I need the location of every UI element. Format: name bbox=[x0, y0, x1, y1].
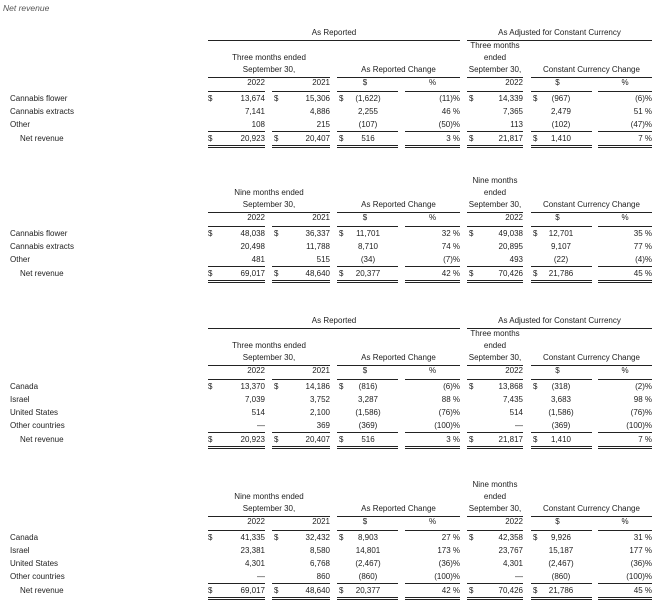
constant-currency-change-percent: (100)% bbox=[626, 421, 652, 430]
constant-currency-change-percent: 51 % bbox=[633, 107, 652, 116]
value-2021: 860 bbox=[316, 572, 330, 581]
table-row bbox=[0, 570, 658, 583]
currency-symbol: $ bbox=[339, 586, 344, 595]
row-label: Israel bbox=[10, 395, 30, 404]
as-reported-change-dollar: (816) bbox=[358, 382, 378, 391]
total-double-rule bbox=[405, 145, 460, 148]
value-2021: 36,337 bbox=[305, 229, 330, 238]
value-2021: 20,407 bbox=[305, 134, 330, 143]
total-double-rule bbox=[405, 446, 460, 449]
value-2021: 3,752 bbox=[309, 395, 330, 404]
constant-currency-change-percent: 45 % bbox=[633, 269, 652, 278]
adjusted-period-header-line: September 30, bbox=[468, 353, 522, 362]
constant-currency-change-dollar: 9,926 bbox=[550, 533, 572, 542]
as-reported-change-percent: (36)% bbox=[438, 559, 460, 568]
constant-currency-change-percent: (4)% bbox=[635, 255, 652, 264]
row-label: Net revenue bbox=[20, 586, 64, 595]
total-double-rule bbox=[598, 280, 652, 283]
constant-currency-change-percent: (76)% bbox=[630, 408, 652, 417]
constant-currency-change-dollar: (318) bbox=[551, 382, 571, 391]
adjusted-value-2022: 514 bbox=[509, 408, 523, 417]
currency-symbol: $ bbox=[469, 94, 474, 103]
value-2021: 515 bbox=[316, 255, 330, 264]
table-row bbox=[0, 419, 658, 432]
constant-currency-change-percent: (2)% bbox=[635, 382, 652, 391]
row-label: Canada bbox=[10, 533, 39, 542]
change-percent-header: % bbox=[428, 78, 437, 87]
constant-currency-change-header: Constant Currency Change bbox=[543, 504, 640, 513]
total-double-rule bbox=[405, 280, 460, 283]
as-reported-change-dollar: (2,467) bbox=[355, 559, 381, 568]
total-row bbox=[0, 132, 658, 145]
currency-symbol: $ bbox=[469, 382, 474, 391]
as-reported-change-percent: 46 % bbox=[441, 107, 460, 116]
as-adjusted-header: As Adjusted for Constant Currency bbox=[498, 316, 621, 325]
adjusted-2022-header: 2022 bbox=[505, 517, 523, 526]
currency-symbol: $ bbox=[469, 435, 474, 444]
value-2022: 108 bbox=[251, 120, 265, 129]
adjusted-value-2022: 23,767 bbox=[498, 546, 523, 555]
currency-symbol: $ bbox=[339, 94, 344, 103]
as-reported-header: As Reported bbox=[311, 316, 357, 325]
table-row bbox=[0, 92, 658, 105]
total-double-rule bbox=[598, 446, 652, 449]
constant-currency-change-percent: (6)% bbox=[635, 94, 652, 103]
constant-currency-change-dollar: 9,107 bbox=[550, 242, 572, 251]
currency-symbol: $ bbox=[469, 134, 474, 143]
cc-percent-header: % bbox=[621, 517, 629, 526]
as-reported-change-header: As Reported Change bbox=[361, 504, 436, 513]
change-dollar-header: $ bbox=[362, 78, 368, 87]
change-percent-header: % bbox=[428, 517, 437, 526]
period-date-header: September 30, bbox=[242, 353, 296, 362]
value-2021: 48,640 bbox=[305, 586, 330, 595]
year-2022-header: 2022 bbox=[247, 213, 265, 222]
cc-dollar-header: $ bbox=[555, 78, 560, 87]
row-label: Israel bbox=[10, 546, 30, 555]
section-title: Net revenue bbox=[3, 3, 50, 13]
as-reported-change-dollar: (1,622) bbox=[355, 94, 381, 103]
year-2021-header: 2021 bbox=[312, 213, 330, 222]
total-row bbox=[0, 584, 658, 597]
as-reported-change-dollar: 3,287 bbox=[357, 395, 379, 404]
currency-symbol: $ bbox=[274, 533, 279, 542]
currency-symbol: $ bbox=[533, 94, 538, 103]
currency-symbol: $ bbox=[469, 269, 474, 278]
change-dollar-header: $ bbox=[362, 213, 368, 222]
currency-symbol: $ bbox=[274, 94, 279, 103]
year-2021-header: 2021 bbox=[312, 517, 330, 526]
constant-currency-change-dollar: 1,410 bbox=[550, 435, 572, 444]
adjusted-value-2022: 113 bbox=[510, 120, 523, 129]
currency-symbol: $ bbox=[208, 435, 213, 444]
currency-symbol: $ bbox=[533, 134, 538, 143]
adjusted-value-2022: 4,301 bbox=[502, 559, 523, 568]
as-reported-change-dollar: (860) bbox=[358, 572, 378, 581]
currency-symbol: $ bbox=[274, 134, 279, 143]
value-2022: 7,141 bbox=[244, 107, 265, 116]
as-reported-change-dollar: (369) bbox=[358, 421, 378, 430]
currency-symbol: $ bbox=[208, 134, 213, 143]
currency-symbol: $ bbox=[274, 269, 279, 278]
value-2021: 14,186 bbox=[305, 382, 330, 391]
value-2022: 69,017 bbox=[240, 269, 265, 278]
as-reported-change-percent: 32 % bbox=[441, 229, 460, 238]
as-reported-change-percent: (11)% bbox=[439, 94, 460, 103]
as-reported-change-dollar: (34) bbox=[360, 255, 376, 264]
year-2021-header: 2021 bbox=[312, 78, 330, 87]
adjusted-period-header-line: September 30, bbox=[468, 65, 522, 74]
constant-currency-change-percent: 45 % bbox=[633, 586, 652, 595]
table-row bbox=[0, 253, 658, 266]
currency-symbol: $ bbox=[208, 269, 213, 278]
constant-currency-change-percent: 7 % bbox=[638, 134, 652, 143]
as-reported-change-dollar: (107) bbox=[358, 120, 378, 129]
row-label: Cannabis flower bbox=[10, 94, 68, 103]
adjusted-value-2022: 42,358 bbox=[498, 533, 523, 542]
constant-currency-change-percent: (36)% bbox=[630, 559, 652, 568]
adjusted-period-header-line: Nine months bbox=[472, 176, 518, 185]
as-reported-change-percent: 27 % bbox=[441, 533, 460, 542]
table-row bbox=[0, 118, 658, 131]
value-2021: 6,768 bbox=[309, 559, 330, 568]
as-reported-change-percent: 173 % bbox=[437, 546, 460, 555]
cc-percent-header: % bbox=[621, 78, 629, 87]
constant-currency-change-dollar: 2,479 bbox=[550, 107, 572, 116]
value-2021: 15,306 bbox=[305, 94, 330, 103]
constant-currency-change-header: Constant Currency Change bbox=[543, 353, 640, 362]
table-row bbox=[0, 393, 658, 406]
table-row bbox=[0, 240, 658, 253]
currency-symbol: $ bbox=[339, 229, 344, 238]
adjusted-value-2022: 21,817 bbox=[498, 435, 523, 444]
total-double-rule bbox=[337, 446, 398, 449]
constant-currency-change-percent: 35 % bbox=[633, 229, 652, 238]
currency-symbol: $ bbox=[339, 382, 344, 391]
adjusted-value-2022: 70,426 bbox=[498, 269, 523, 278]
value-2022: — bbox=[257, 572, 265, 581]
as-reported-change-dollar: 2,255 bbox=[357, 107, 379, 116]
as-reported-change-dollar: 14,801 bbox=[355, 546, 381, 555]
row-label: United States bbox=[10, 559, 59, 568]
value-2021: 32,432 bbox=[305, 533, 330, 542]
table-row bbox=[0, 531, 658, 544]
constant-currency-change-dollar: 1,410 bbox=[550, 134, 572, 143]
currency-symbol: $ bbox=[274, 586, 279, 595]
total-row bbox=[0, 267, 658, 280]
total-double-rule bbox=[272, 145, 330, 148]
constant-currency-change-dollar: 12,701 bbox=[548, 229, 574, 238]
adjusted-period-header-line: September 30, bbox=[468, 200, 522, 209]
value-2022: 20,498 bbox=[240, 242, 265, 251]
currency-symbol: $ bbox=[339, 134, 344, 143]
value-2021: 2,100 bbox=[309, 408, 330, 417]
currency-symbol: $ bbox=[469, 533, 474, 542]
year-2022-header: 2022 bbox=[247, 366, 265, 375]
as-reported-change-header: As Reported Change bbox=[361, 65, 436, 74]
change-dollar-header: $ bbox=[362, 366, 368, 375]
constant-currency-change-dollar: 3,683 bbox=[550, 395, 572, 404]
as-reported-change-percent: (100)% bbox=[434, 421, 460, 430]
adjusted-2022-header: 2022 bbox=[505, 78, 523, 87]
period-header: Three months ended bbox=[232, 53, 306, 62]
row-label: Cannabis flower bbox=[10, 229, 68, 238]
row-label: Other bbox=[10, 255, 31, 264]
value-2022: 23,381 bbox=[240, 546, 265, 555]
cc-percent-header: % bbox=[621, 366, 629, 375]
row-label: Net revenue bbox=[20, 435, 64, 444]
currency-symbol: $ bbox=[208, 382, 213, 391]
as-reported-change-percent: 42 % bbox=[441, 586, 460, 595]
currency-symbol: $ bbox=[339, 269, 344, 278]
total-double-rule bbox=[337, 145, 398, 148]
constant-currency-change-percent: (47)% bbox=[630, 120, 652, 129]
value-2022: 4,301 bbox=[244, 559, 265, 568]
total-double-rule bbox=[405, 597, 460, 600]
constant-currency-change-dollar: (1,586) bbox=[548, 408, 574, 417]
cc-dollar-header: $ bbox=[555, 213, 560, 222]
year-2021-header: 2021 bbox=[312, 366, 330, 375]
total-double-rule bbox=[531, 446, 592, 449]
period-date-header: September 30, bbox=[242, 504, 296, 513]
constant-currency-change-percent: (100)% bbox=[626, 572, 652, 581]
as-reported-change-percent: 42 % bbox=[441, 269, 460, 278]
row-label: Cannabis extracts bbox=[10, 107, 75, 116]
as-reported-change-percent: 3 % bbox=[446, 435, 460, 444]
adjusted-period-header-line: ended bbox=[483, 188, 507, 197]
constant-currency-change-percent: 98 % bbox=[633, 395, 652, 404]
value-2022: 7,039 bbox=[244, 395, 265, 404]
currency-symbol: $ bbox=[469, 586, 474, 595]
row-label: Other bbox=[10, 120, 31, 129]
adjusted-period-header-line: Nine months bbox=[472, 480, 518, 489]
total-row bbox=[0, 433, 658, 446]
constant-currency-change-dollar: 21,786 bbox=[548, 269, 574, 278]
row-label: Net revenue bbox=[20, 134, 64, 143]
adjusted-value-2022: 7,365 bbox=[502, 107, 523, 116]
period-header: Nine months ended bbox=[234, 188, 304, 197]
total-double-rule bbox=[467, 280, 523, 283]
change-percent-header: % bbox=[428, 366, 437, 375]
as-reported-change-percent: 74 % bbox=[441, 242, 460, 251]
value-2022: 20,923 bbox=[240, 435, 265, 444]
currency-symbol: $ bbox=[533, 269, 538, 278]
adjusted-value-2022: 49,038 bbox=[498, 229, 523, 238]
currency-symbol: $ bbox=[274, 229, 279, 238]
period-date-header: September 30, bbox=[242, 200, 296, 209]
value-2021: 20,407 bbox=[305, 435, 330, 444]
period-date-header: September 30, bbox=[242, 65, 296, 74]
cc-dollar-header: $ bbox=[555, 366, 560, 375]
value-2021: 48,640 bbox=[305, 269, 330, 278]
total-double-rule bbox=[208, 446, 265, 449]
value-2022: 41,335 bbox=[240, 533, 265, 542]
period-header: Three months ended bbox=[232, 341, 306, 350]
total-double-rule bbox=[337, 280, 398, 283]
adjusted-period-header-line: Three months bbox=[470, 41, 520, 50]
table-row bbox=[0, 227, 658, 240]
constant-currency-change-dollar: 15,187 bbox=[548, 546, 574, 555]
currency-symbol: $ bbox=[533, 586, 538, 595]
table-row bbox=[0, 105, 658, 118]
as-reported-change-dollar: 11,701 bbox=[356, 229, 380, 238]
total-double-rule bbox=[337, 597, 398, 600]
constant-currency-change-header: Constant Currency Change bbox=[543, 200, 640, 209]
as-reported-change-header: As Reported Change bbox=[361, 200, 436, 209]
currency-symbol: $ bbox=[208, 94, 213, 103]
currency-symbol: $ bbox=[208, 586, 213, 595]
total-double-rule bbox=[208, 145, 265, 148]
as-reported-header: As Reported bbox=[311, 28, 357, 37]
as-reported-change-dollar: (1,586) bbox=[355, 408, 381, 417]
total-double-rule bbox=[598, 145, 652, 148]
value-2022: 481 bbox=[251, 255, 265, 264]
constant-currency-change-dollar: (2,467) bbox=[548, 559, 574, 568]
total-double-rule bbox=[467, 597, 523, 600]
as-reported-change-dollar: 8,903 bbox=[357, 533, 379, 542]
adjusted-period-header-line: September 30, bbox=[468, 504, 522, 513]
table-row bbox=[0, 406, 658, 419]
total-double-rule bbox=[467, 145, 523, 148]
currency-symbol: $ bbox=[533, 229, 538, 238]
value-2021: 8,580 bbox=[309, 546, 330, 555]
table-row bbox=[0, 557, 658, 570]
adjusted-2022-header: 2022 bbox=[505, 366, 523, 375]
as-reported-change-header: As Reported Change bbox=[361, 353, 436, 362]
cc-percent-header: % bbox=[621, 213, 629, 222]
as-reported-change-percent: (100)% bbox=[434, 572, 460, 581]
as-reported-change-dollar: 516 bbox=[361, 134, 375, 143]
as-reported-change-dollar: 516 bbox=[361, 435, 375, 444]
period-header: Nine months ended bbox=[234, 492, 304, 501]
adjusted-value-2022: — bbox=[515, 421, 523, 430]
currency-symbol: $ bbox=[208, 533, 213, 542]
adjusted-period-header-line: ended bbox=[483, 53, 507, 62]
total-double-rule bbox=[272, 597, 330, 600]
value-2022: 514 bbox=[251, 408, 265, 417]
adjusted-value-2022: 21,817 bbox=[498, 134, 523, 143]
cc-dollar-header: $ bbox=[555, 517, 560, 526]
currency-symbol: $ bbox=[533, 533, 538, 542]
constant-currency-change-dollar: (369) bbox=[551, 421, 571, 430]
adjusted-value-2022: 7,435 bbox=[502, 395, 523, 404]
adjusted-period-header-line: ended bbox=[483, 492, 507, 501]
as-reported-change-dollar: 20,377 bbox=[355, 269, 381, 278]
value-2022: 13,674 bbox=[240, 94, 265, 103]
currency-symbol: $ bbox=[469, 229, 474, 238]
value-2022: — bbox=[257, 421, 265, 430]
year-2022-header: 2022 bbox=[247, 78, 265, 87]
as-adjusted-header: As Adjusted for Constant Currency bbox=[498, 28, 621, 37]
total-double-rule bbox=[531, 280, 592, 283]
currency-symbol: $ bbox=[274, 382, 279, 391]
value-2022: 48,038 bbox=[240, 229, 265, 238]
as-reported-change-dollar: 8,710 bbox=[357, 242, 379, 251]
constant-currency-change-dollar: 21,786 bbox=[548, 586, 574, 595]
adjusted-value-2022: 13,868 bbox=[498, 382, 523, 391]
adjusted-period-header-line: ended bbox=[483, 341, 507, 350]
constant-currency-change-percent: 31 % bbox=[633, 533, 652, 542]
constant-currency-change-percent: 177 % bbox=[629, 546, 652, 555]
currency-symbol: $ bbox=[339, 435, 344, 444]
total-double-rule bbox=[531, 597, 592, 600]
row-label: Cannabis extracts bbox=[10, 242, 75, 251]
total-double-rule bbox=[467, 446, 523, 449]
currency-symbol: $ bbox=[339, 533, 344, 542]
row-label: Canada bbox=[10, 382, 39, 391]
table-row bbox=[0, 544, 658, 557]
row-label: Other countries bbox=[10, 572, 65, 581]
value-2021: 369 bbox=[316, 421, 330, 430]
adjusted-value-2022: 20,895 bbox=[498, 242, 523, 251]
as-reported-change-percent: 3 % bbox=[446, 134, 460, 143]
constant-currency-change-dollar: (22) bbox=[553, 255, 569, 264]
currency-symbol: $ bbox=[208, 229, 213, 238]
adjusted-value-2022: — bbox=[515, 572, 523, 581]
currency-symbol: $ bbox=[533, 435, 538, 444]
value-2022: 20,923 bbox=[240, 134, 265, 143]
currency-symbol: $ bbox=[274, 435, 279, 444]
row-label: United States bbox=[10, 408, 59, 417]
total-double-rule bbox=[272, 446, 330, 449]
constant-currency-change-percent: 77 % bbox=[633, 242, 652, 251]
as-reported-change-percent: (6)% bbox=[443, 382, 460, 391]
value-2021: 215 bbox=[316, 120, 330, 129]
constant-currency-change-dollar: (967) bbox=[551, 94, 571, 103]
adjusted-2022-header: 2022 bbox=[505, 213, 523, 222]
as-reported-rule bbox=[208, 40, 460, 41]
adjusted-value-2022: 14,339 bbox=[498, 94, 523, 103]
as-reported-change-percent: (76)% bbox=[438, 408, 460, 417]
as-reported-change-percent: (50)% bbox=[438, 120, 460, 129]
value-2021: 11,788 bbox=[306, 242, 330, 251]
as-reported-change-dollar: 20,377 bbox=[355, 586, 381, 595]
currency-symbol: $ bbox=[533, 382, 538, 391]
table-row bbox=[0, 380, 658, 393]
row-label: Other countries bbox=[10, 421, 65, 430]
constant-currency-change-dollar: (860) bbox=[551, 572, 571, 581]
value-2022: 69,017 bbox=[240, 586, 265, 595]
year-2022-header: 2022 bbox=[247, 517, 265, 526]
value-2022: 13,370 bbox=[240, 382, 265, 391]
total-double-rule bbox=[208, 280, 265, 283]
adjusted-value-2022: 70,426 bbox=[498, 586, 523, 595]
total-double-rule bbox=[531, 145, 592, 148]
row-label: Net revenue bbox=[20, 269, 64, 278]
change-dollar-header: $ bbox=[362, 517, 368, 526]
change-percent-header: % bbox=[428, 213, 437, 222]
total-double-rule bbox=[598, 597, 652, 600]
as-reported-change-percent: (7)% bbox=[443, 255, 460, 264]
adjusted-value-2022: 493 bbox=[509, 255, 523, 264]
constant-currency-change-percent: 7 % bbox=[638, 435, 652, 444]
value-2021: 4,886 bbox=[309, 107, 330, 116]
constant-currency-change-dollar: (102) bbox=[551, 120, 571, 129]
adjusted-period-header-line: Three months bbox=[470, 329, 520, 338]
total-double-rule bbox=[272, 280, 330, 283]
as-reported-rule bbox=[208, 328, 460, 329]
as-reported-change-percent: 88 % bbox=[441, 395, 460, 404]
total-double-rule bbox=[208, 597, 265, 600]
constant-currency-change-header: Constant Currency Change bbox=[543, 65, 640, 74]
